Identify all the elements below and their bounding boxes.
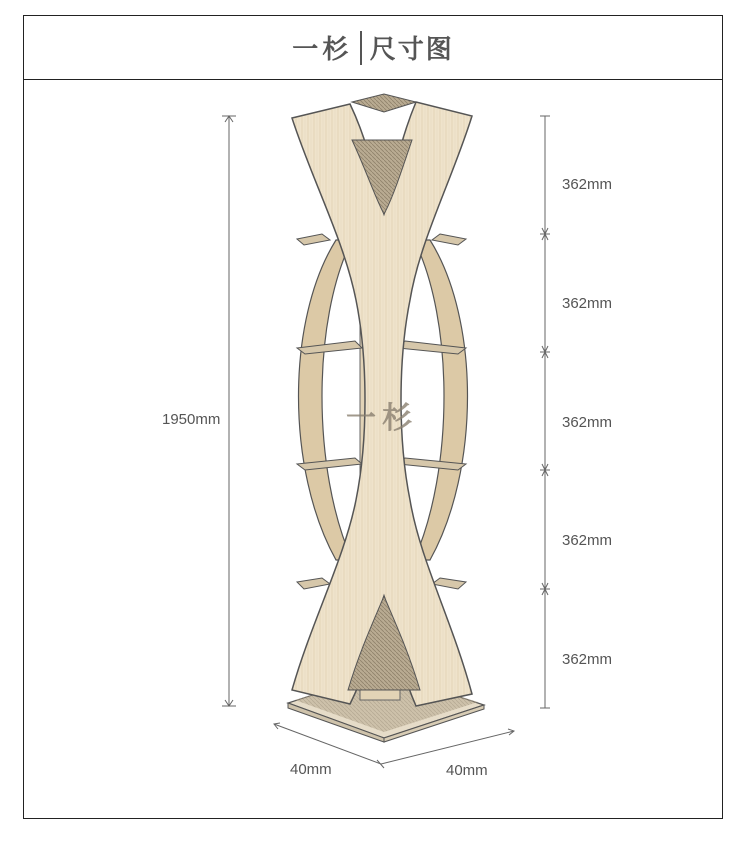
top-cap [352, 94, 416, 112]
height-label: 1950mm [162, 411, 221, 428]
height-dimension [222, 116, 236, 706]
watermark-text: 一杉 [346, 401, 418, 436]
segment-label-5: 362mm [562, 651, 613, 668]
brand-name: 一杉 [292, 35, 353, 65]
depth-label-right: 40mm [446, 762, 488, 779]
segment-label-4: 362mm [562, 532, 613, 549]
depth-label-left: 40mm [290, 761, 332, 778]
segment-label-1: 362mm [562, 176, 613, 193]
segment-label-2: 362mm [562, 295, 613, 312]
title-subtitle: 尺寸图 [369, 35, 454, 65]
segment-dimension-line [540, 116, 550, 708]
segment-label-3: 362mm [562, 414, 613, 431]
